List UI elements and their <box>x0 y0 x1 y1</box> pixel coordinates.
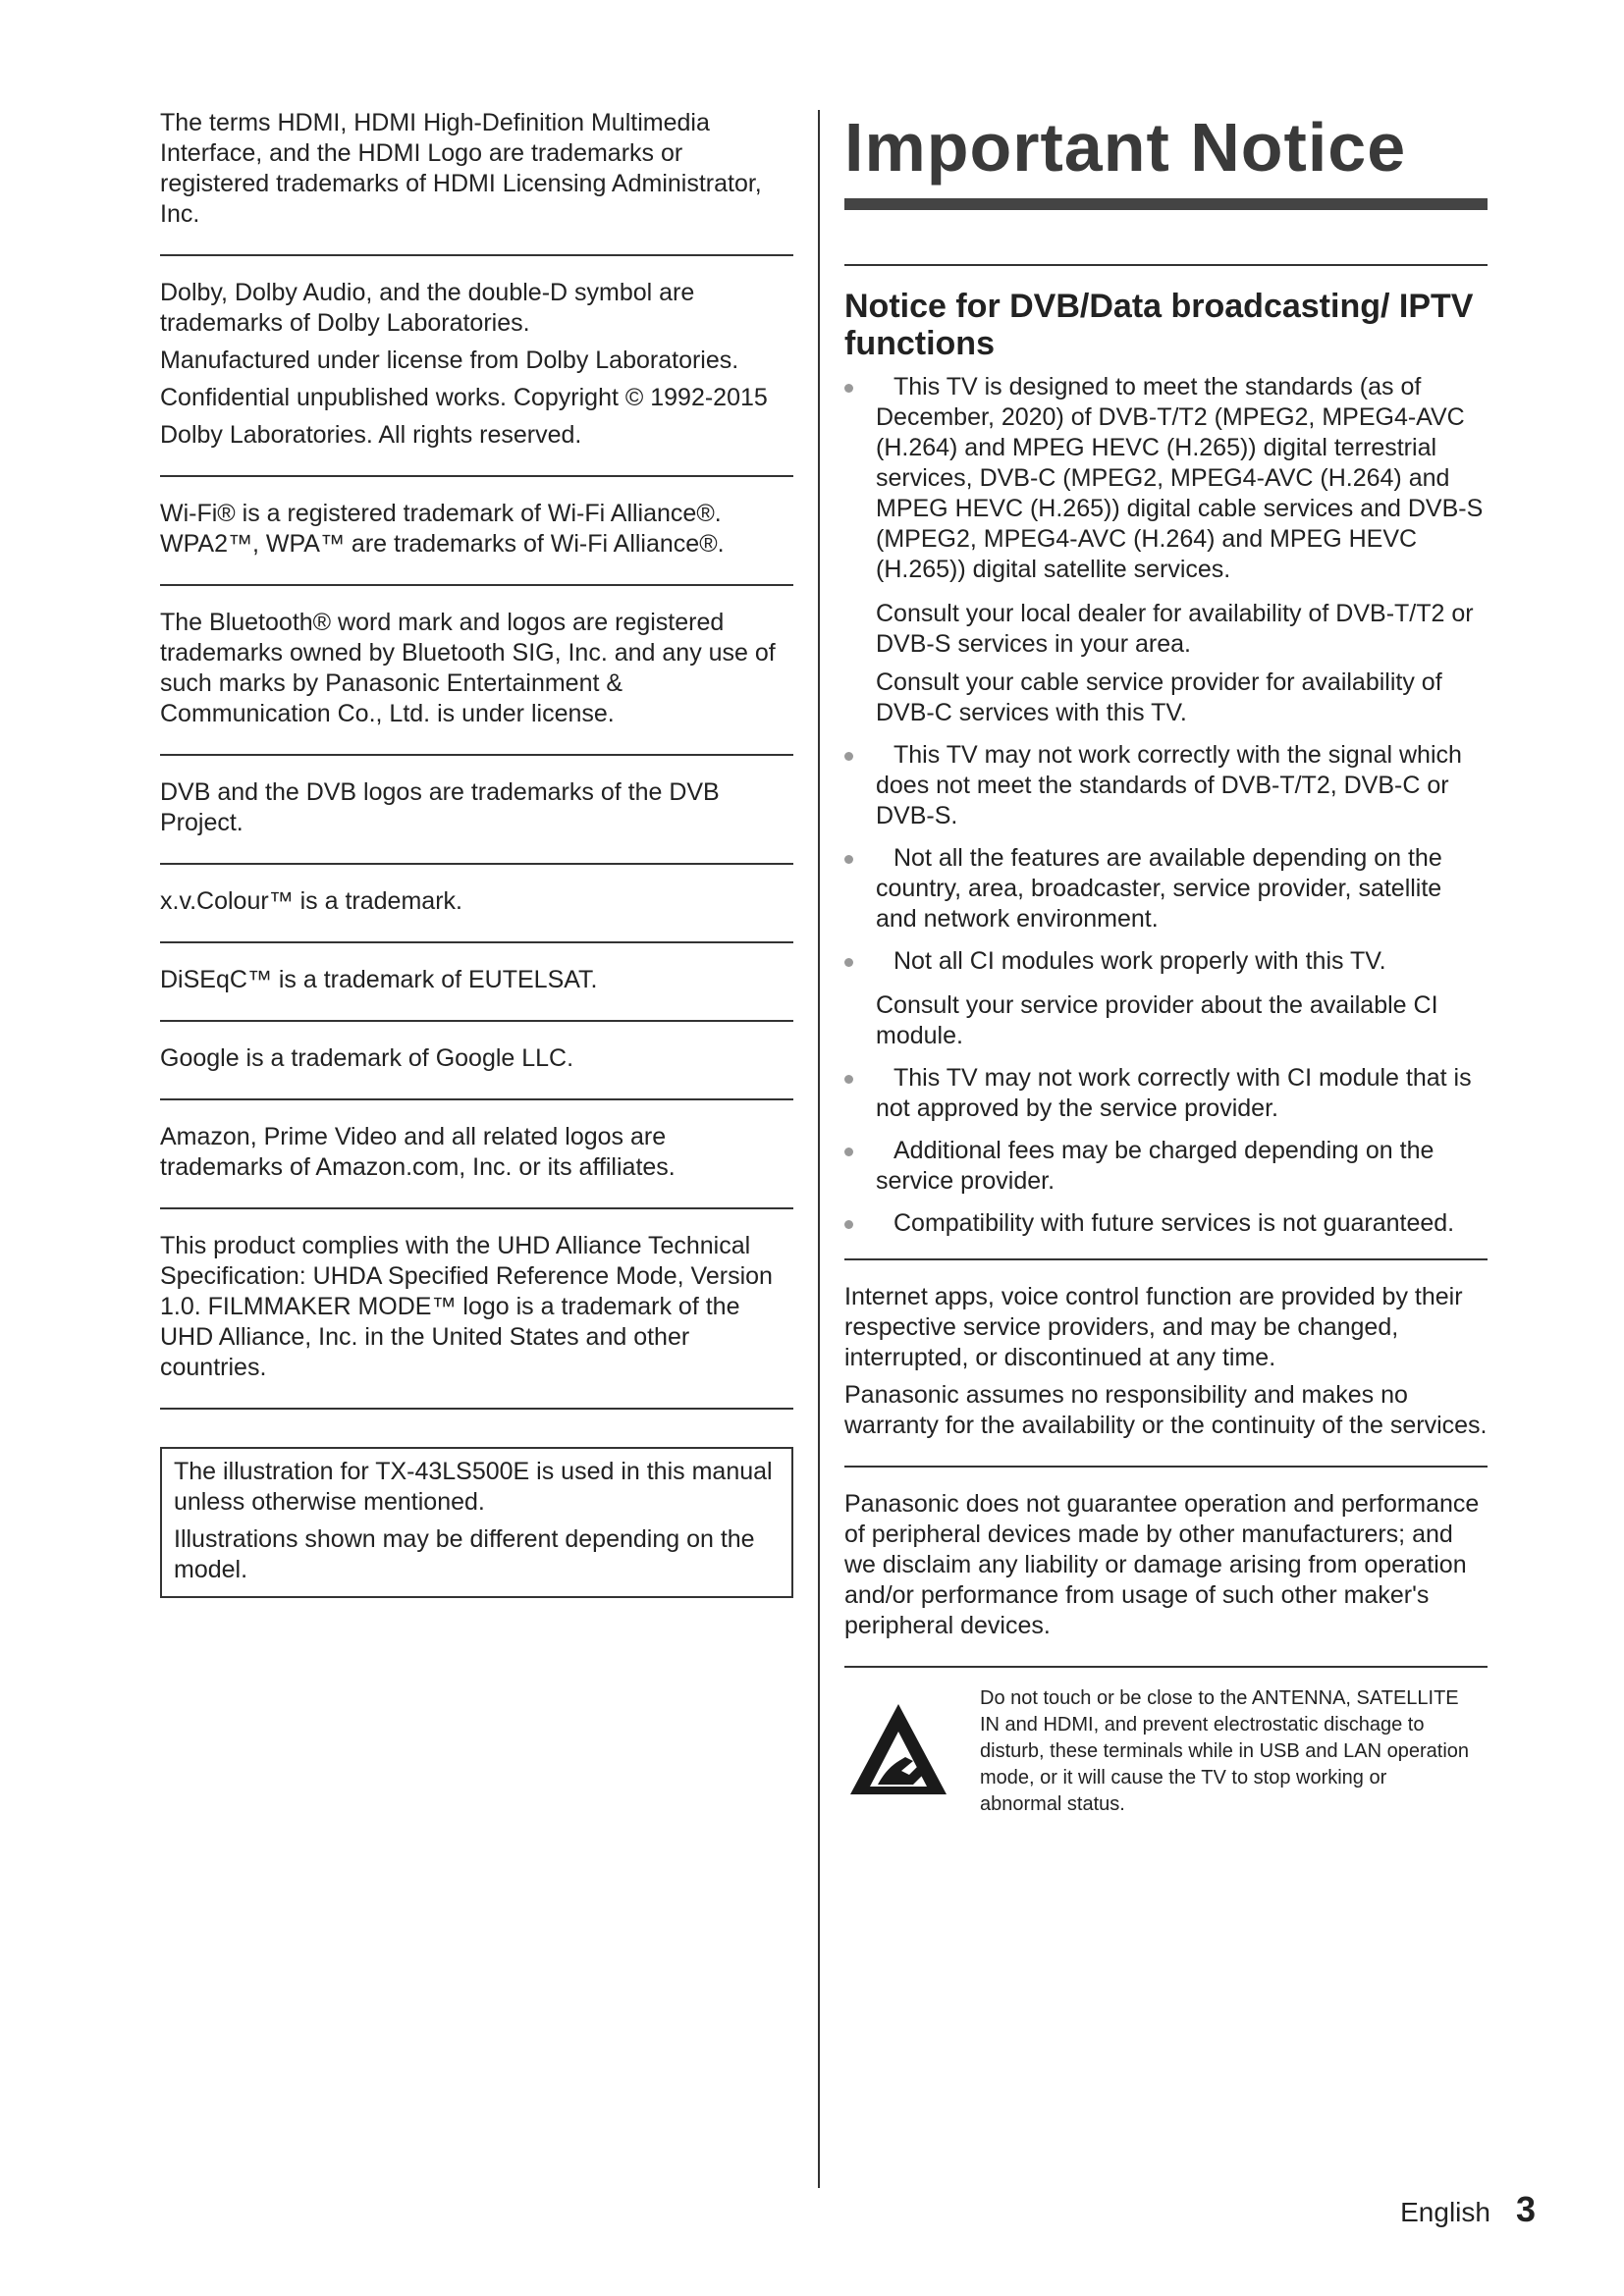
bullet-icon <box>844 384 853 393</box>
trademark-dolby: Dolby, Dolby Audio, and the double-D symbol are trademarks of Dolby Laboratories. Manufactured under license from Dolby Laboratories. Confidential unpublished works. Copyright © 1992-2015 Dolby Laboratories. All rights reserved. <box>160 279 768 449</box>
list-item: Compatibility with future services is not guaranteed. <box>844 1208 1488 1239</box>
bullet-sub-text: Consult your cable service provider for availability of DVB-C services with this TV. <box>876 668 1442 726</box>
divider <box>844 1258 1488 1260</box>
list-item: Not all the features are available depending on the country, area, broadcaster, service provider, satellite and network environment. <box>844 843 1488 934</box>
bullet-icon <box>844 1148 853 1156</box>
internet-notice: Internet apps, voice control function are provided by their respective service providers, and may be changed, interrupted, or discontinued at any time. Panasonic assumes no responsibility and makes no warranty for the availability or the continuity of the services. <box>844 1283 1488 1439</box>
section-heading: Notice for DVB/Data broadcasting/ IPTV functions <box>844 288 1474 362</box>
divider <box>160 1098 793 1100</box>
list-item: This TV may not work correctly with CI module that is not approved by the service provider. <box>844 1063 1488 1124</box>
trademark-bluetooth: The Bluetooth® word mark and logos are registered trademarks owned by Bluetooth SIG, Inc. and any use of such marks by Panasonic Entertainment & Communication Co., Ltd. is under license. <box>160 609 776 727</box>
trademark-uhd-alliance: This product complies with the UHD Alliance Technical Specification: UHDA Specified Reference Mode, Version 1.0. FILMMAKER MODE™ logo is a trademark of the UHD Alliance, Inc. in the United States and other countries. <box>160 1232 773 1381</box>
trademarks-column <box>160 108 793 1598</box>
notice-list <box>844 740 1488 977</box>
divider <box>160 754 793 756</box>
divider <box>160 475 793 477</box>
notice-list <box>844 1063 1488 1239</box>
important-notice-column <box>844 108 1488 1818</box>
bullet-sub-text: Consult your local dealer for availability of DVB-T/T2 or DVB-S services in your area. <box>876 600 1474 658</box>
bullet-icon <box>844 752 853 761</box>
illustration-note-box: The illustration for TX-43LS500E is used in this manual unless otherwise mentioned. Illustrations shown may be different depending on the model. <box>160 1447 793 1598</box>
list-item: Additional fees may be charged depending on the service provider. <box>844 1136 1488 1197</box>
divider <box>160 1020 793 1022</box>
trademark-wifi: Wi-Fi® is a registered trademark of Wi-Fi Alliance®. WPA2™, WPA™ are trademarks of Wi-Fi Alliance®. <box>160 500 725 558</box>
divider <box>160 1207 793 1209</box>
bullet-icon <box>844 958 853 967</box>
list-item: Not all CI modules work properly with this TV. <box>844 946 1488 977</box>
list-item: This TV may not work correctly with the signal which does not meet the standards of DVB-T/T2, DVB-C or DVB-S. <box>844 740 1488 831</box>
list-item: This TV is designed to meet the standards (as of December, 2020) of DVB-T/T2 (MPEG2, MPEG4-AVC (H.264) and MPEG HEVC (H.265)) digital terrestrial services, DVB-C (MPEG2, MPEG4-AVC (H.264) and MPEG HEVC (H.265)) digital cable services and DVB-S (MPEG2, MPEG4-AVC (H.264) and MPEG HEVC (H.265)) digital satellite services. <box>844 372 1488 585</box>
trademark-dvb: DVB and the DVB logos are trademarks of the DVB Project. <box>160 778 720 836</box>
esd-warning-icon <box>844 1698 952 1806</box>
title-underline-bar <box>844 198 1488 210</box>
divider <box>160 254 793 256</box>
divider <box>160 584 793 586</box>
divider <box>160 863 793 865</box>
column-divider <box>818 110 820 2188</box>
divider <box>844 1466 1488 1468</box>
page-footer <box>1400 2189 1536 2230</box>
divider <box>844 264 1488 266</box>
bullet-sub-text: Consult your service provider about the available CI module. <box>876 991 1438 1049</box>
bullet-icon <box>844 855 853 864</box>
footer-language: English <box>1400 2197 1490 2227</box>
bullet-icon <box>844 1220 853 1229</box>
divider <box>844 1666 1488 1668</box>
trademark-hdmi: The terms HDMI, HDMI High-Definition Multimedia Interface, and the HDMI Logo are trademarks or registered trademarks of HDMI Licensing Administrator, Inc. <box>160 109 762 228</box>
divider <box>160 1408 793 1410</box>
esd-warning: Do not touch or be close to the ANTENNA, SATELLITE IN and HDMI, and prevent electrostatic dischage to disturb, these terminals while in USB and LAN operation mode, or it will cause the TV to stop working or abnormal status. <box>844 1685 1488 1818</box>
page-title: Important Notice <box>844 109 1407 186</box>
bullet-icon <box>844 1075 853 1084</box>
notice-list <box>844 372 1488 585</box>
divider <box>160 941 793 943</box>
trademark-xvcolour: x.v.Colour™ is a trademark. <box>160 887 462 915</box>
peripheral-notice: Panasonic does not guarantee operation and performance of peripheral devices made by other manufacturers; and we disclaim any liability or damage arising from operation and/or performance from usage of such other maker's peripheral devices. <box>844 1490 1480 1639</box>
trademark-google: Google is a trademark of Google LLC. <box>160 1044 574 1072</box>
page-number: 3 <box>1515 2189 1536 2229</box>
trademark-amazon: Amazon, Prime Video and all related logos are trademarks of Amazon.com, Inc. or its affiliates. <box>160 1123 676 1181</box>
trademark-diseqc: DiSEqC™ is a trademark of EUTELSAT. <box>160 966 598 993</box>
